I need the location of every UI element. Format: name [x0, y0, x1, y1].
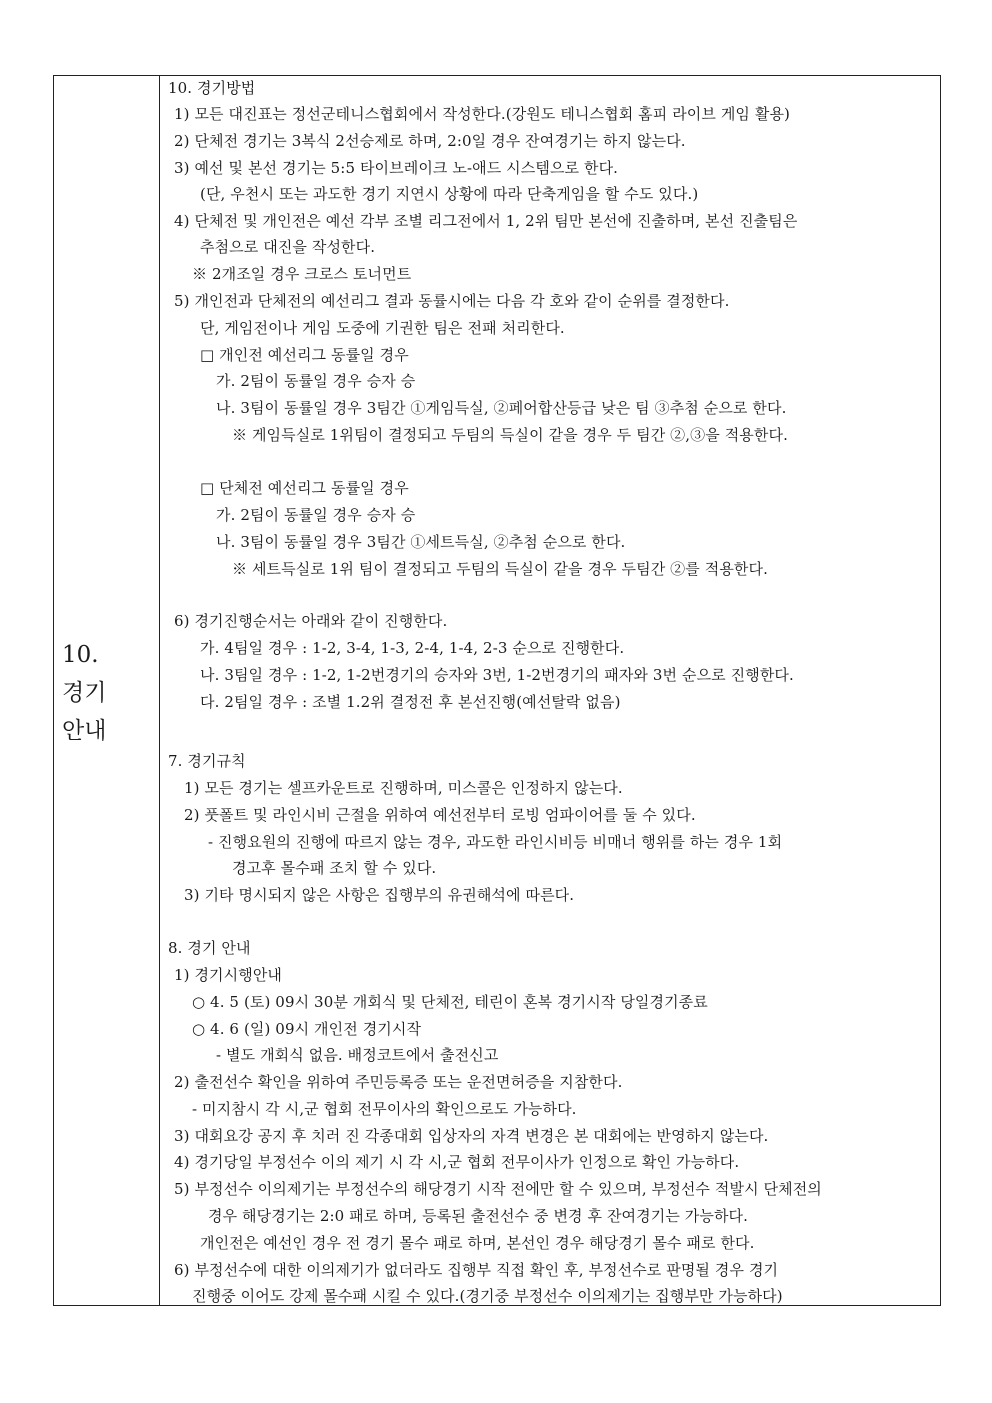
section-title-line2: 안내 [62, 718, 107, 744]
rule-line: 가. 2팀이 동률일 경우 승자 승 [216, 372, 416, 390]
rule-line: 개인전은 예선인 경우 전 경기 몰수 패로 하며, 본선인 경우 해당경기 몰수 패로 한다. [200, 1234, 755, 1252]
rule-line: - 미지참시 각 시,군 협회 전무이사의 확인으로도 가능하다. [192, 1100, 577, 1118]
rule-line: 다. 2팀일 경우 : 조별 1.2위 결정전 후 본선진행(예선탈락 없음) [200, 693, 621, 711]
subheading-individual-tie: □ 개인전 예선리그 동률일 경우 [200, 346, 409, 364]
rule-line: 경고후 몰수패 조치 할 수 있다. [232, 859, 437, 877]
rule-line: 1) 모든 경기는 셀프카운트로 진행하며, 미스콜은 인정하지 않는다. [184, 779, 623, 797]
rule-line: 진행중 이어도 강제 몰수패 시킬 수 있다.(경기중 부정선수 이의제기는 집행부만 가능하다) [192, 1287, 783, 1305]
rules-table [53, 75, 941, 1306]
heading-game-guide: 8. 경기 안내 [168, 939, 251, 957]
rule-line: 경우 해당경기는 2:0 패로 하며, 등록된 출전선수 중 변경 후 잔여경기는 가능하다. [208, 1207, 749, 1225]
rule-note: ※ 2개조일 경우 크로스 토너먼트 [192, 265, 412, 283]
rule-line: 6) 부정선수에 대한 이의제기가 없더라도 집행부 직접 확인 후, 부정선수로 판명될 경우 경기 [174, 1261, 779, 1279]
rule-line: 6) 경기진행순서는 아래와 같이 진행한다. [174, 612, 448, 630]
rule-line: - 별도 개회식 없음. 배정코트에서 출전신고 [216, 1046, 499, 1064]
rule-line: 나. 3팀이 동률일 경우 3팀간 ①게임득실, ②페어합산등급 낮은 팀 ③추첨 순으로 한다. [216, 399, 787, 417]
subheading-team-tie: □ 단체전 예선리그 동률일 경우 [200, 479, 409, 497]
rule-note: ※ 게임득실로 1위팀이 결정되고 두팀의 득실이 같을 경우 두 팀간 ②,③을 적용한다. [232, 426, 788, 444]
rule-line: 나. 3팀이 동률일 경우 3팀간 ①세트득실, ②추첨 순으로 한다. [216, 533, 626, 551]
rule-line: 4) 단체전 및 개인전은 예선 각부 조별 리그전에서 1, 2위 팀만 본선에 진출하며, 본선 진출팀은 [174, 212, 798, 230]
schedule-item: ○ 4. 6 (일) 09시 개인전 경기시작 [192, 1020, 422, 1038]
rule-line: 나. 3팀일 경우 : 1-2, 1-2번경기의 승자와 3번, 1-2번경기의 패자와 3번 순으로 진행한다. [200, 666, 794, 684]
section-label-cell [54, 76, 160, 1305]
rule-line: 가. 2팀이 동률일 경우 승자 승 [216, 506, 416, 524]
heading-game-method: 10. 경기방법 [168, 79, 256, 97]
rule-line: 단, 게임전이나 게임 도중에 기권한 팀은 전패 처리한다. [200, 319, 565, 337]
section-number: 10. [62, 642, 99, 668]
rule-line: 가. 4팀일 경우 : 1-2, 3-4, 1-3, 2-4, 1-4, 2-3 순으로 진행한다. [200, 639, 625, 657]
section-label [62, 636, 106, 750]
heading-game-rules: 7. 경기규칙 [168, 752, 246, 770]
rule-line: 2) 출전선수 확인을 위하여 주민등록증 또는 운전면허증을 지참한다. [174, 1073, 623, 1091]
rule-line: 2) 풋폴트 및 라인시비 근절을 위하여 예선전부터 로빙 엄파이어를 둘 수 있다. [184, 806, 696, 824]
rule-line: 3) 대회요강 공지 후 치러 진 각종대회 입상자의 자격 변경은 본 대회에는 반영하지 않는다. [174, 1127, 769, 1145]
rule-note: ※ 세트득실로 1위 팀이 결정되고 두팀의 득실이 같을 경우 두팀간 ②를 적용한다. [232, 560, 768, 578]
rule-line: 1) 경기시행안내 [174, 966, 283, 984]
section-title-line1: 경기 [62, 680, 107, 706]
rule-line: (단, 우천시 또는 과도한 경기 지연시 상황에 따라 단축게임을 할 수도 있다.) [200, 185, 699, 203]
rule-line: 3) 기타 명시되지 않은 사항은 집행부의 유권해석에 따른다. [184, 886, 575, 904]
rule-line: 1) 모든 대진표는 정선군테니스협회에서 작성한다.(강원도 테니스협회 홈피 라이브 게임 활용) [174, 105, 791, 123]
rule-line: 2) 단체전 경기는 3복식 2선승제로 하며, 2:0일 경우 잔여경기는 하지 않는다. [174, 132, 686, 150]
rule-line: 추첨으로 대진을 작성한다. [200, 238, 376, 256]
schedule-item: ○ 4. 5 (토) 09시 30분 개회식 및 단체전, 테린이 혼복 경기시작 당일경기종료 [192, 993, 708, 1011]
rule-line: 4) 경기당일 부정선수 이의 제기 시 각 시,군 협회 전무이사가 인정으로 확인 가능하다. [174, 1153, 740, 1171]
rule-line: - 진행요원의 진행에 따르지 않는 경우, 과도한 라인시비등 비매너 행위를 하는 경우 1회 [208, 833, 783, 851]
rule-line: 3) 예선 및 본선 경기는 5:5 타이브레이크 노-애드 시스템으로 한다. [174, 159, 619, 177]
rule-line: 5) 개인전과 단체전의 예선리그 결과 동률시에는 다음 각 호와 같이 순위를 결정한다. [174, 292, 730, 310]
section-content-cell [160, 76, 940, 1305]
rule-line: 5) 부정선수 이의제기는 부정선수의 해당경기 시작 전에만 할 수 있으며, 부정선수 적발시 단체전의 [174, 1180, 822, 1198]
